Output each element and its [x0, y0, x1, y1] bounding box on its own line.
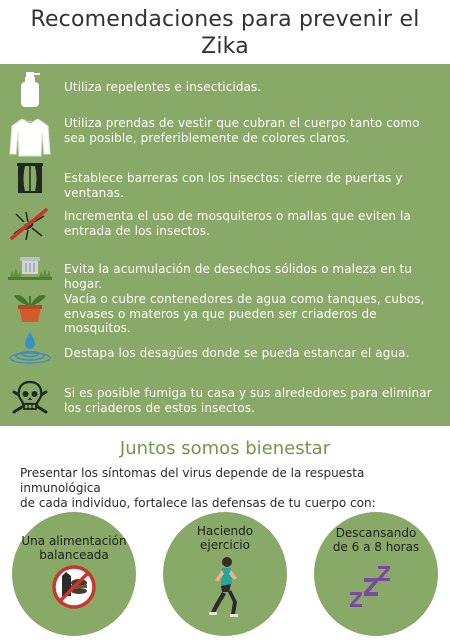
circle-label-line-2: balanceada	[39, 548, 109, 562]
circle-label-line-1: Descansando	[335, 526, 417, 540]
intro-line-2: de cada individuo, fortalece las defensas de tu cuerpo con:	[20, 496, 376, 510]
circle-label-line-2: de 6 a 8 horas	[332, 540, 420, 554]
recommendation-item	[0, 162, 450, 200]
recommendation-item	[0, 112, 450, 160]
recommendation-item	[0, 286, 450, 335]
recommendation-text: Utiliza prendas de vestir que cubran el cuerpo tanto como sea posible, preferiblemente de colores claros.	[64, 116, 420, 145]
recommendation-text: Si es posible fumiga tu casa y sus alrededores para eliminar los criaderos de estos insectos.	[64, 386, 432, 415]
circle-label-line-1: Haciendo	[196, 524, 254, 538]
circle-nutrition	[12, 512, 136, 636]
motto-heading: Juntos somos bienestar	[119, 438, 331, 459]
recommendation-item	[0, 252, 450, 291]
recommendation-text: Incrementa el uso de mosquiteros o mallas que eviten la entrada de los insectos.	[64, 209, 411, 238]
recommendation-text: Vacía o cubre contenedores de agua como tanques, cubos, envases o materos ya que pueden ser criaderos de mosquitos.	[64, 292, 425, 335]
trash-bin-grass-icon	[8, 252, 52, 280]
recommendation-text: Evita la acumulación de desechos sólidos o maleza en tu hogar.	[64, 262, 412, 291]
plant-pot-icon	[8, 288, 52, 324]
circle-label	[18, 534, 130, 562]
skull-crossbones-icon	[8, 378, 52, 418]
recommendation-item	[0, 68, 450, 108]
circle-label	[169, 524, 281, 552]
window-curtains-icon	[8, 162, 52, 194]
page-title-line-2: Zika	[201, 34, 249, 59]
recommendation-item	[0, 330, 450, 366]
recommendation-item	[0, 204, 450, 244]
no-mosquito-icon	[8, 206, 52, 242]
recommendation-text: Utiliza repelentes e insecticidas.	[64, 80, 262, 94]
intro-line-1: Presentar los síntomas del virus depende de la respuesta inmunológica	[20, 466, 365, 495]
runner-icon	[207, 556, 243, 620]
intro-text	[20, 466, 440, 511]
circle-label-line-1: Una alimentación	[21, 534, 127, 548]
repellent-bottle-icon	[8, 70, 52, 110]
water-drain-icon	[8, 330, 52, 364]
sleep-zzz-icon	[344, 560, 398, 610]
circle-exercise	[163, 512, 287, 636]
page-title	[0, 6, 450, 60]
recommendation-item	[0, 374, 450, 420]
page-title-line-1: Recomendaciones para prevenir el	[30, 7, 420, 32]
circle-rest	[314, 512, 438, 636]
circle-label	[320, 526, 432, 554]
no-junk-food-icon	[48, 564, 100, 610]
recommendations-panel	[0, 64, 450, 426]
long-sleeve-shirt-icon	[8, 116, 52, 158]
circle-label-line-2: ejercicio	[200, 538, 250, 552]
recommendation-text: Establece barreras con los insectos: cierre de puertas y ventanas.	[64, 171, 403, 200]
recommendation-text: Destapa los desagües donde se pueda estancar el agua.	[64, 346, 410, 360]
